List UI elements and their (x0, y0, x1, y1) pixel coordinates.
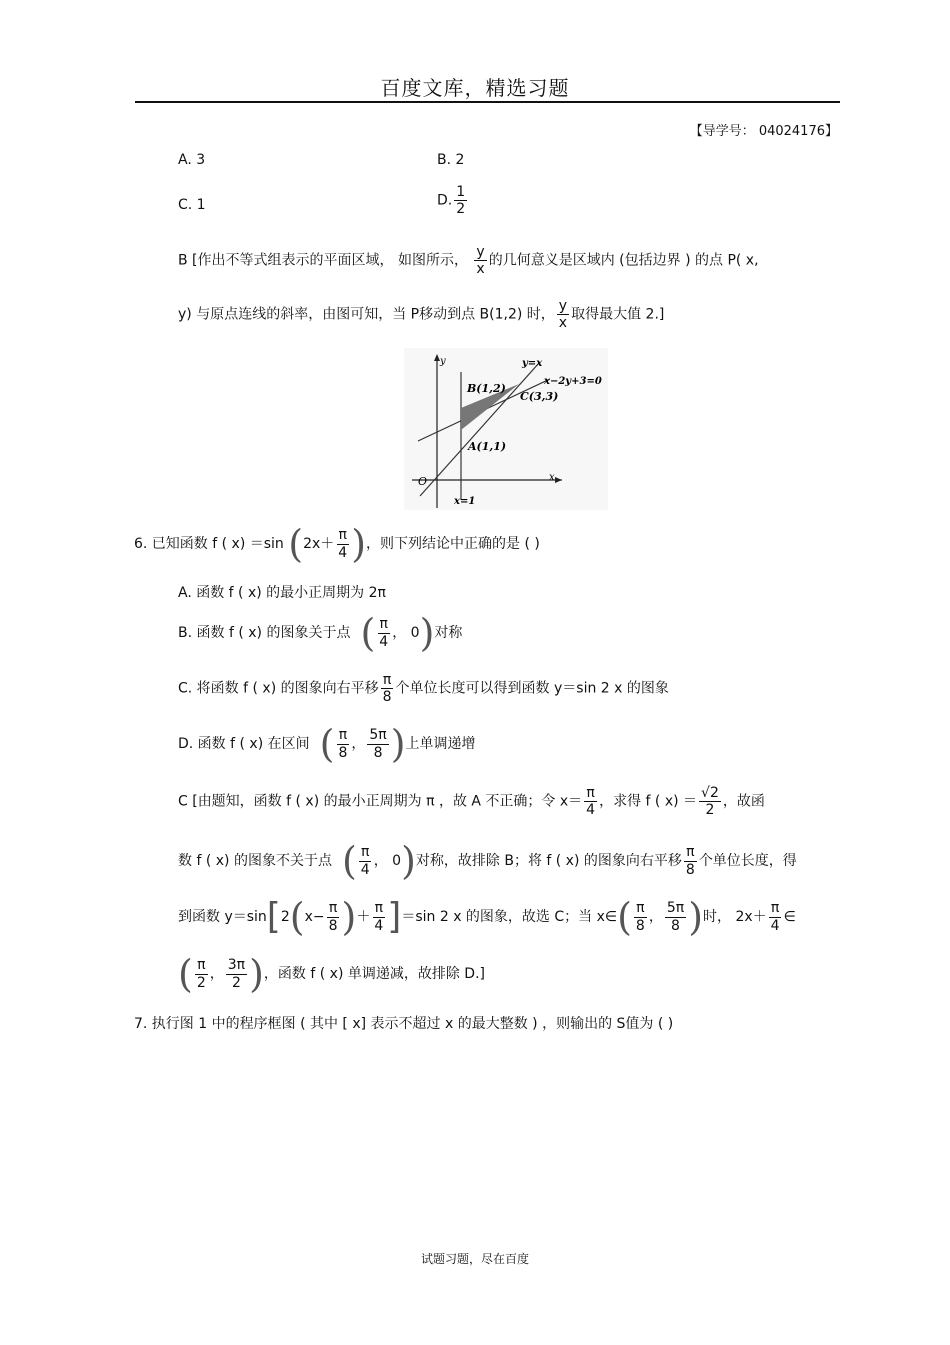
q5-option-d (437, 184, 469, 217)
figure-background (404, 348, 608, 510)
q6-option-c: C. 将函数 f ( x) 的图象向右平移 $\frac{\pi}{8}$ 个单位长度可以得到函数 y＝sin 2 x 的图象 (178, 672, 669, 706)
fraction: $\frac{3\pi}{2}$ (227, 957, 246, 991)
label-x: x (549, 472, 555, 483)
fraction: $\frac{1}{2}$ (456, 184, 466, 218)
label-line-yx: y=x (522, 358, 543, 369)
fraction: $\frac{y}{x}$ (558, 298, 568, 332)
fraction: $\frac{\pi}{4}$ (379, 616, 389, 650)
q5-option-b: B. 2 (437, 152, 465, 168)
q6-option-a: A. 函数 f ( x) 的最小正周期为 2π (178, 585, 386, 601)
q6-solution-line2: 数 f ( x) 的图象不关于点 ( $\frac{\pi}{4}$ ， 0)对称，故排除 B；将 f ( x) 的图象向右平移 $\frac{\pi}{8}$ 个单位长度，得 (178, 839, 797, 883)
q7-stem: 7. 执行图 1 中的程序框图 ( 其中 [ x] 表示不超过 x 的最大整数 ) ，则输出的 S值为 ( ) (134, 1016, 674, 1032)
q5-region-figure (404, 348, 608, 510)
label-point-a: A(1,1) (468, 440, 507, 453)
guide-number: 【导学号： 04024176】 (689, 124, 838, 139)
fraction: $\frac{5\pi}{8}$ (369, 727, 387, 761)
fraction: $\frac{\pi}{8}$ (685, 844, 695, 878)
label-point-b: B(1,2) (467, 382, 506, 395)
page-footer: 试题习题，尽在百度 (420, 1252, 529, 1266)
page-header-title: 百度文库，精选习题 (380, 76, 570, 100)
q6-solution-line4: ( $\frac{\pi}{2}$ ， $\frac{3\pi}{2}$ )，函数 f ( x) 单调递减，故排除 D.] (178, 952, 486, 996)
label-line-x1: x=1 (454, 496, 476, 507)
q5-solution-line2: y) 与原点连线的斜率，由图可知，当 P移动到点 B(1,2) 时， $\frac{y}{x}$ 取得最大值 2.] (178, 298, 665, 332)
q5-option-a: A. 3 (178, 152, 206, 168)
q5-option-c: C. 1 (178, 197, 206, 213)
q5-option-d-label: D. (437, 192, 453, 209)
fraction: $\frac{\pi}{2}$ (196, 957, 206, 991)
q5-solution-line1: B [作出不等式组表示的平面区域， 如图所示， $\frac{y}{x}$ 的几何意义是区域内 (包括边界 ) 的点 P( x, (178, 244, 759, 278)
fraction: $\frac{\pi}{8}$ (328, 900, 338, 934)
q6-solution-line3: 到函数 y＝sin[2(x− $\frac{\pi}{8}$ )＋ $\frac{\pi}{4}$ ]＝sin 2 x 的图象，故选 C；当 x∈( $\frac{\pi}{8}$ ， $\frac{5\pi}{8}$ )时， 2x＋ $\frac{\pi}{4}$ ∈ (178, 895, 796, 939)
fraction: $\frac{5\pi}{8}$ (666, 900, 685, 934)
fraction: $\frac{\pi}{4}$ (770, 900, 780, 934)
label-line-2: x−2y+3=0 (544, 376, 602, 387)
fraction: $\frac{\pi}{4}$ (338, 527, 348, 561)
fraction: $\frac{\pi}{8}$ (338, 727, 348, 761)
header-rule (135, 101, 840, 103)
q6-stem: 6. 已知函数 f ( x) ＝sin (2x＋ $\frac{\pi}{4}$ )，则下列结论中正确的是 ( ) (134, 522, 540, 566)
fraction: $\frac{\pi}{4}$ (360, 844, 370, 878)
fraction: $\frac{\pi}{4}$ (374, 900, 384, 934)
label-y: y (440, 356, 446, 367)
fraction: $\frac{√2}{2}$ (701, 785, 719, 819)
fraction: $\frac{\pi}{8}$ (382, 672, 392, 706)
fraction: $\frac{\pi}{8}$ (635, 900, 645, 934)
fraction: $\frac{y}{x}$ (476, 244, 485, 278)
label-origin: O (418, 475, 428, 488)
fraction: $\frac{\pi}{4}$ (586, 785, 596, 819)
q6-option-b: B. 函数 f ( x) 的图象关于点 ( $\frac{\pi}{4}$ ， 0)对称 (178, 611, 463, 655)
q6-option-d: D. 函数 f ( x) 在区间 ( $\frac{\pi}{8}$ ， $\frac{5\pi}{8}$ )上单调递增 (178, 722, 476, 766)
label-point-c: C(3,3) (520, 390, 559, 403)
q6-solution-line1: C [由题知，函数 f ( x) 的最小正周期为 π ，故 A 不正确；令 x＝ $\frac{\pi}{4}$ ，求得 f ( x) ＝ $\frac{√2}{2}$ ，故函 (178, 785, 765, 819)
